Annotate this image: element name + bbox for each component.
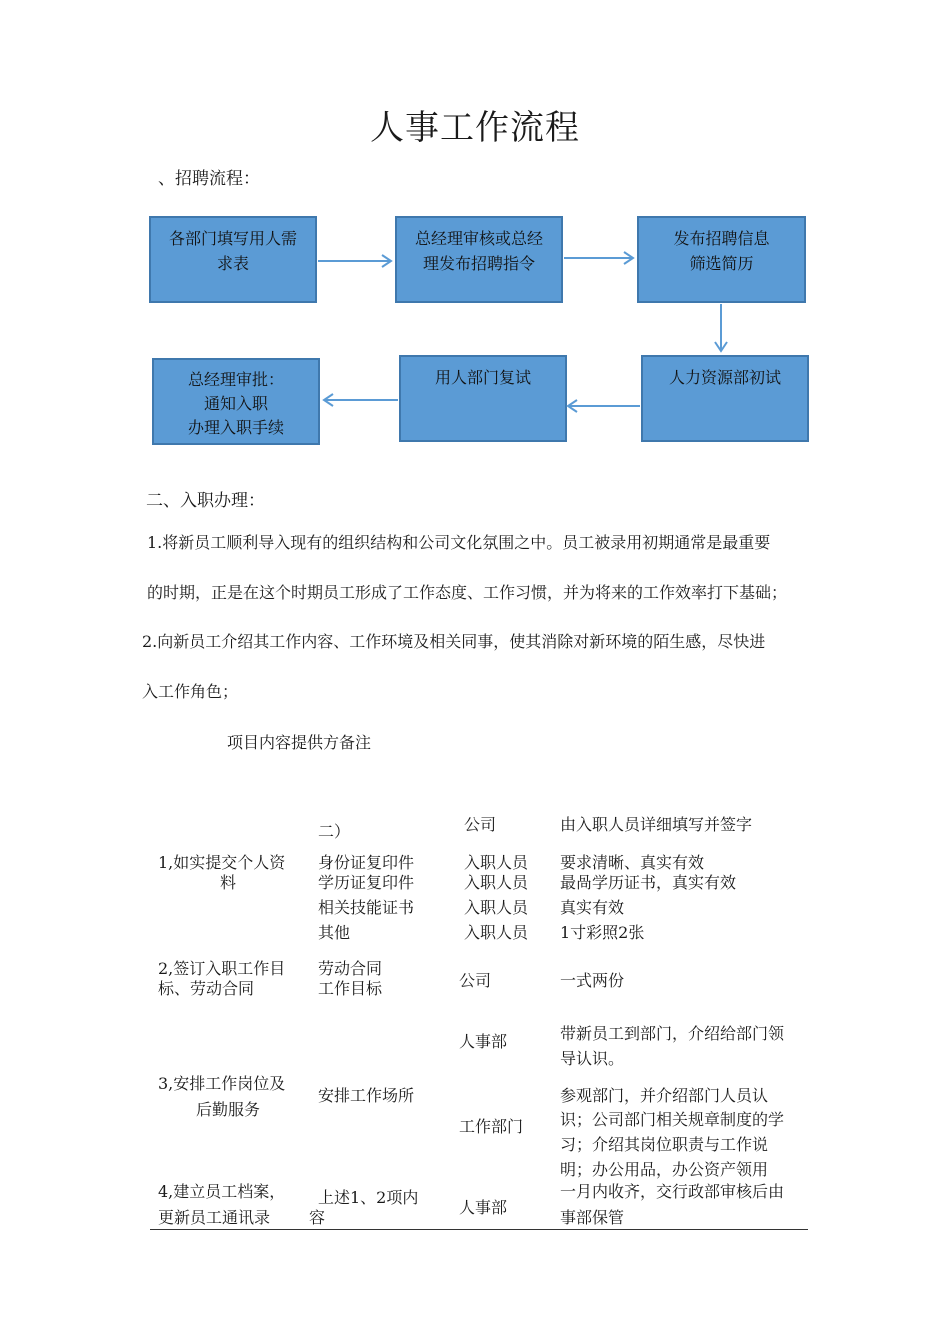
page-title: 人事工作流程 bbox=[370, 108, 580, 148]
table-cell-note: 明；办公用品，办公资产领用 bbox=[560, 1160, 769, 1179]
table-bottom-rule bbox=[150, 1229, 808, 1230]
table-cell-content: 二） bbox=[318, 822, 351, 841]
table-cell-item: 4,建立员工档案， bbox=[158, 1182, 286, 1201]
table-cell-item: 1,如实提交个人资 bbox=[158, 853, 286, 872]
table-cell-item: 标、劳动合同 bbox=[158, 979, 255, 998]
table-cell-note: 带新员工到部门，介绍给部门领 bbox=[560, 1024, 785, 1043]
table-cell-content: 安排工作场所 bbox=[318, 1086, 415, 1105]
table-cell-content: 容 bbox=[309, 1208, 326, 1227]
section-heading-onboarding: 二、入职办理： bbox=[146, 491, 265, 511]
paragraph-line: 1.将新员工顺利导入现有的组织结构和公司文化氛围之中。员工被录用初期通常是最重要 bbox=[147, 533, 771, 552]
table-cell-note: 参观部门，并介绍部门人员认 bbox=[560, 1086, 769, 1105]
table-cell-note: 由入职人员详细填写并签字 bbox=[560, 815, 753, 834]
flow-step-text: 发布招聘信息 bbox=[673, 229, 770, 248]
table-cell-content: 学历证复印件 bbox=[318, 873, 415, 892]
flow-step-text: 总经理审批： bbox=[187, 370, 284, 389]
table-cell-content: 上述1、2项内 bbox=[318, 1188, 419, 1207]
table-cell-content: 其他 bbox=[318, 923, 351, 942]
flow-step-text: 理发布招聘指令 bbox=[422, 254, 535, 273]
table-cell-provider: 入职人员 bbox=[464, 873, 529, 892]
table-cell-provider: 公司 bbox=[464, 815, 497, 834]
flow-step-text: 通知入职 bbox=[203, 394, 268, 413]
table-header: 项目内容提供方备注 bbox=[227, 733, 372, 752]
flow-step-text: 求表 bbox=[216, 254, 249, 273]
table-cell-note: 最咼学历证书，真实有效 bbox=[560, 873, 737, 892]
table-cell-note: 习；介绍其岗位职责与工作说 bbox=[560, 1135, 769, 1154]
table-cell-item: 更新员工通讯录 bbox=[158, 1208, 271, 1227]
table-cell-note: 识；公司部门相关规章制度的学 bbox=[560, 1110, 785, 1129]
table-cell-provider: 入职人员 bbox=[464, 898, 529, 917]
table-cell-content: 身份证复印件 bbox=[318, 853, 415, 872]
flow-step-text: 用人部门复试 bbox=[434, 368, 531, 387]
paragraph-line: 入工作角色； bbox=[142, 682, 239, 701]
table-cell-note: 1寸彩照2张 bbox=[560, 923, 645, 942]
table-cell-provider: 人事部 bbox=[459, 1032, 508, 1051]
section-heading-recruitment: 、招聘流程： bbox=[158, 169, 260, 189]
flow-step-text: 总经理审核或总经 bbox=[414, 229, 543, 248]
table-cell-note: 导认识。 bbox=[560, 1049, 625, 1068]
table-cell-provider: 人事部 bbox=[459, 1198, 508, 1217]
table-cell-provider: 入职人员 bbox=[464, 923, 529, 942]
table-cell-note: 事部保管 bbox=[560, 1208, 625, 1227]
paragraph-line: 2.向新员工介绍其工作内容、工作环境及相关同事，使其消除对新环境的陌生感，尽快进 bbox=[142, 632, 766, 651]
table-cell-provider: 入职人员 bbox=[464, 853, 529, 872]
table-cell-item: 后勤服务 bbox=[195, 1100, 260, 1119]
table-cell-note: 要求清晰、真实有效 bbox=[560, 853, 705, 872]
table-cell-item: 3,安排工作岗位及 bbox=[158, 1074, 286, 1093]
table-cell-content: 工作目标 bbox=[318, 979, 383, 998]
flow-step-text: 筛选简历 bbox=[689, 254, 754, 273]
paragraph-line: 的时期，正是在这个时期员工形成了工作态度、工作习惯，并为将来的工作效率打下基础； bbox=[147, 583, 788, 602]
table-cell-note: 一式两份 bbox=[560, 971, 625, 990]
table-cell-item: 料 bbox=[219, 873, 236, 892]
table-cell-item: 2,签订入职工作目 bbox=[158, 959, 286, 978]
table-cell-content: 劳动合同 bbox=[318, 959, 383, 978]
table-cell-note: 真实有效 bbox=[560, 898, 625, 917]
table-cell-provider: 公司 bbox=[459, 971, 492, 990]
table-cell-content: 相关技能证书 bbox=[318, 898, 415, 917]
flow-step-text: 各部门填写用人需 bbox=[168, 229, 297, 248]
table-cell-note: 一月内收齐，交行政部审核后由 bbox=[560, 1182, 785, 1201]
flow-step-text: 人力资源部初试 bbox=[668, 368, 781, 387]
flow-step-text: 办理入职手续 bbox=[187, 418, 284, 437]
table-cell-provider: 工作部门 bbox=[459, 1117, 524, 1136]
